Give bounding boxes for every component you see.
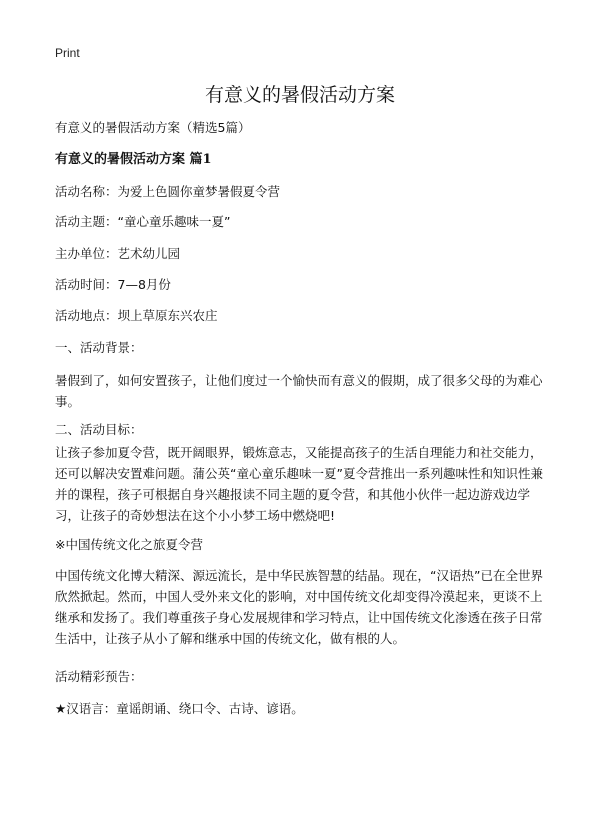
document-title: 有意义的暑假活动方案: [204, 84, 395, 106]
organizer: 主办单位：艺术幼儿园: [55, 246, 181, 261]
goal-heading: 二、活动目标：: [55, 422, 143, 437]
section-heading: 有意义的暑假活动方案 篇1: [55, 152, 212, 167]
activity-location: 活动地点：坝上草原东兴农庄: [55, 308, 218, 323]
camp-paragraph: 中国传统文化博大精深、源远流长，是中华民族智慧的结晶。现在，“汉语热”已在全世界欣然掀起。然而，中国人受外来文化的影响，对中国传统文化却变得冷漠起来，更谈不上继承和发扬了。我们尊重孩子身心发展规律和学习特点，让中国传统文化渗透在孩子日常生活中，让孩子从小了解和继承中国的传统文化，做有根的人。: [55, 568, 543, 646]
preview-item: ★汉语言：童谣朗诵、绕口令、古诗、谚语。: [55, 701, 304, 716]
background-paragraph: 暑假到了，如何安置孩子，让他们度过一个愉快而有意义的假期，成了很多父母的为难心事。: [55, 373, 543, 409]
background-heading: 一、活动背景：: [55, 340, 143, 355]
print-label[interactable]: Print: [55, 46, 80, 60]
activity-time: 活动时间：7—8月份: [55, 277, 171, 292]
goal-paragraph: 让孩子参加夏令营，既开阔眼界，锻炼意志，又能提高孩子的生活自理能力和社交能力，还可以解决安置难问题。蒲公英“童心童乐趣味一夏”夏令营推出一系列趣味性和知识性兼并的课程，孩子可根据自身兴趣报读不同主题的夏令营，和其他小伙伴一起边游戏边学习，让孩子的奇妙想法在这个小小梦工场中燃烧吧!: [55, 445, 543, 523]
activity-theme: 活动主题：“童心童乐趣味一夏”: [55, 214, 231, 229]
document-subtitle: 有意义的暑假活动方案（精选5篇）: [55, 120, 251, 135]
preview-heading: 活动精彩预告：: [55, 669, 143, 684]
camp-heading: ※中国传统文化之旅夏令营: [55, 537, 203, 552]
activity-name: 活动名称：为爱上色圆你童梦暑假夏令营: [55, 184, 281, 199]
